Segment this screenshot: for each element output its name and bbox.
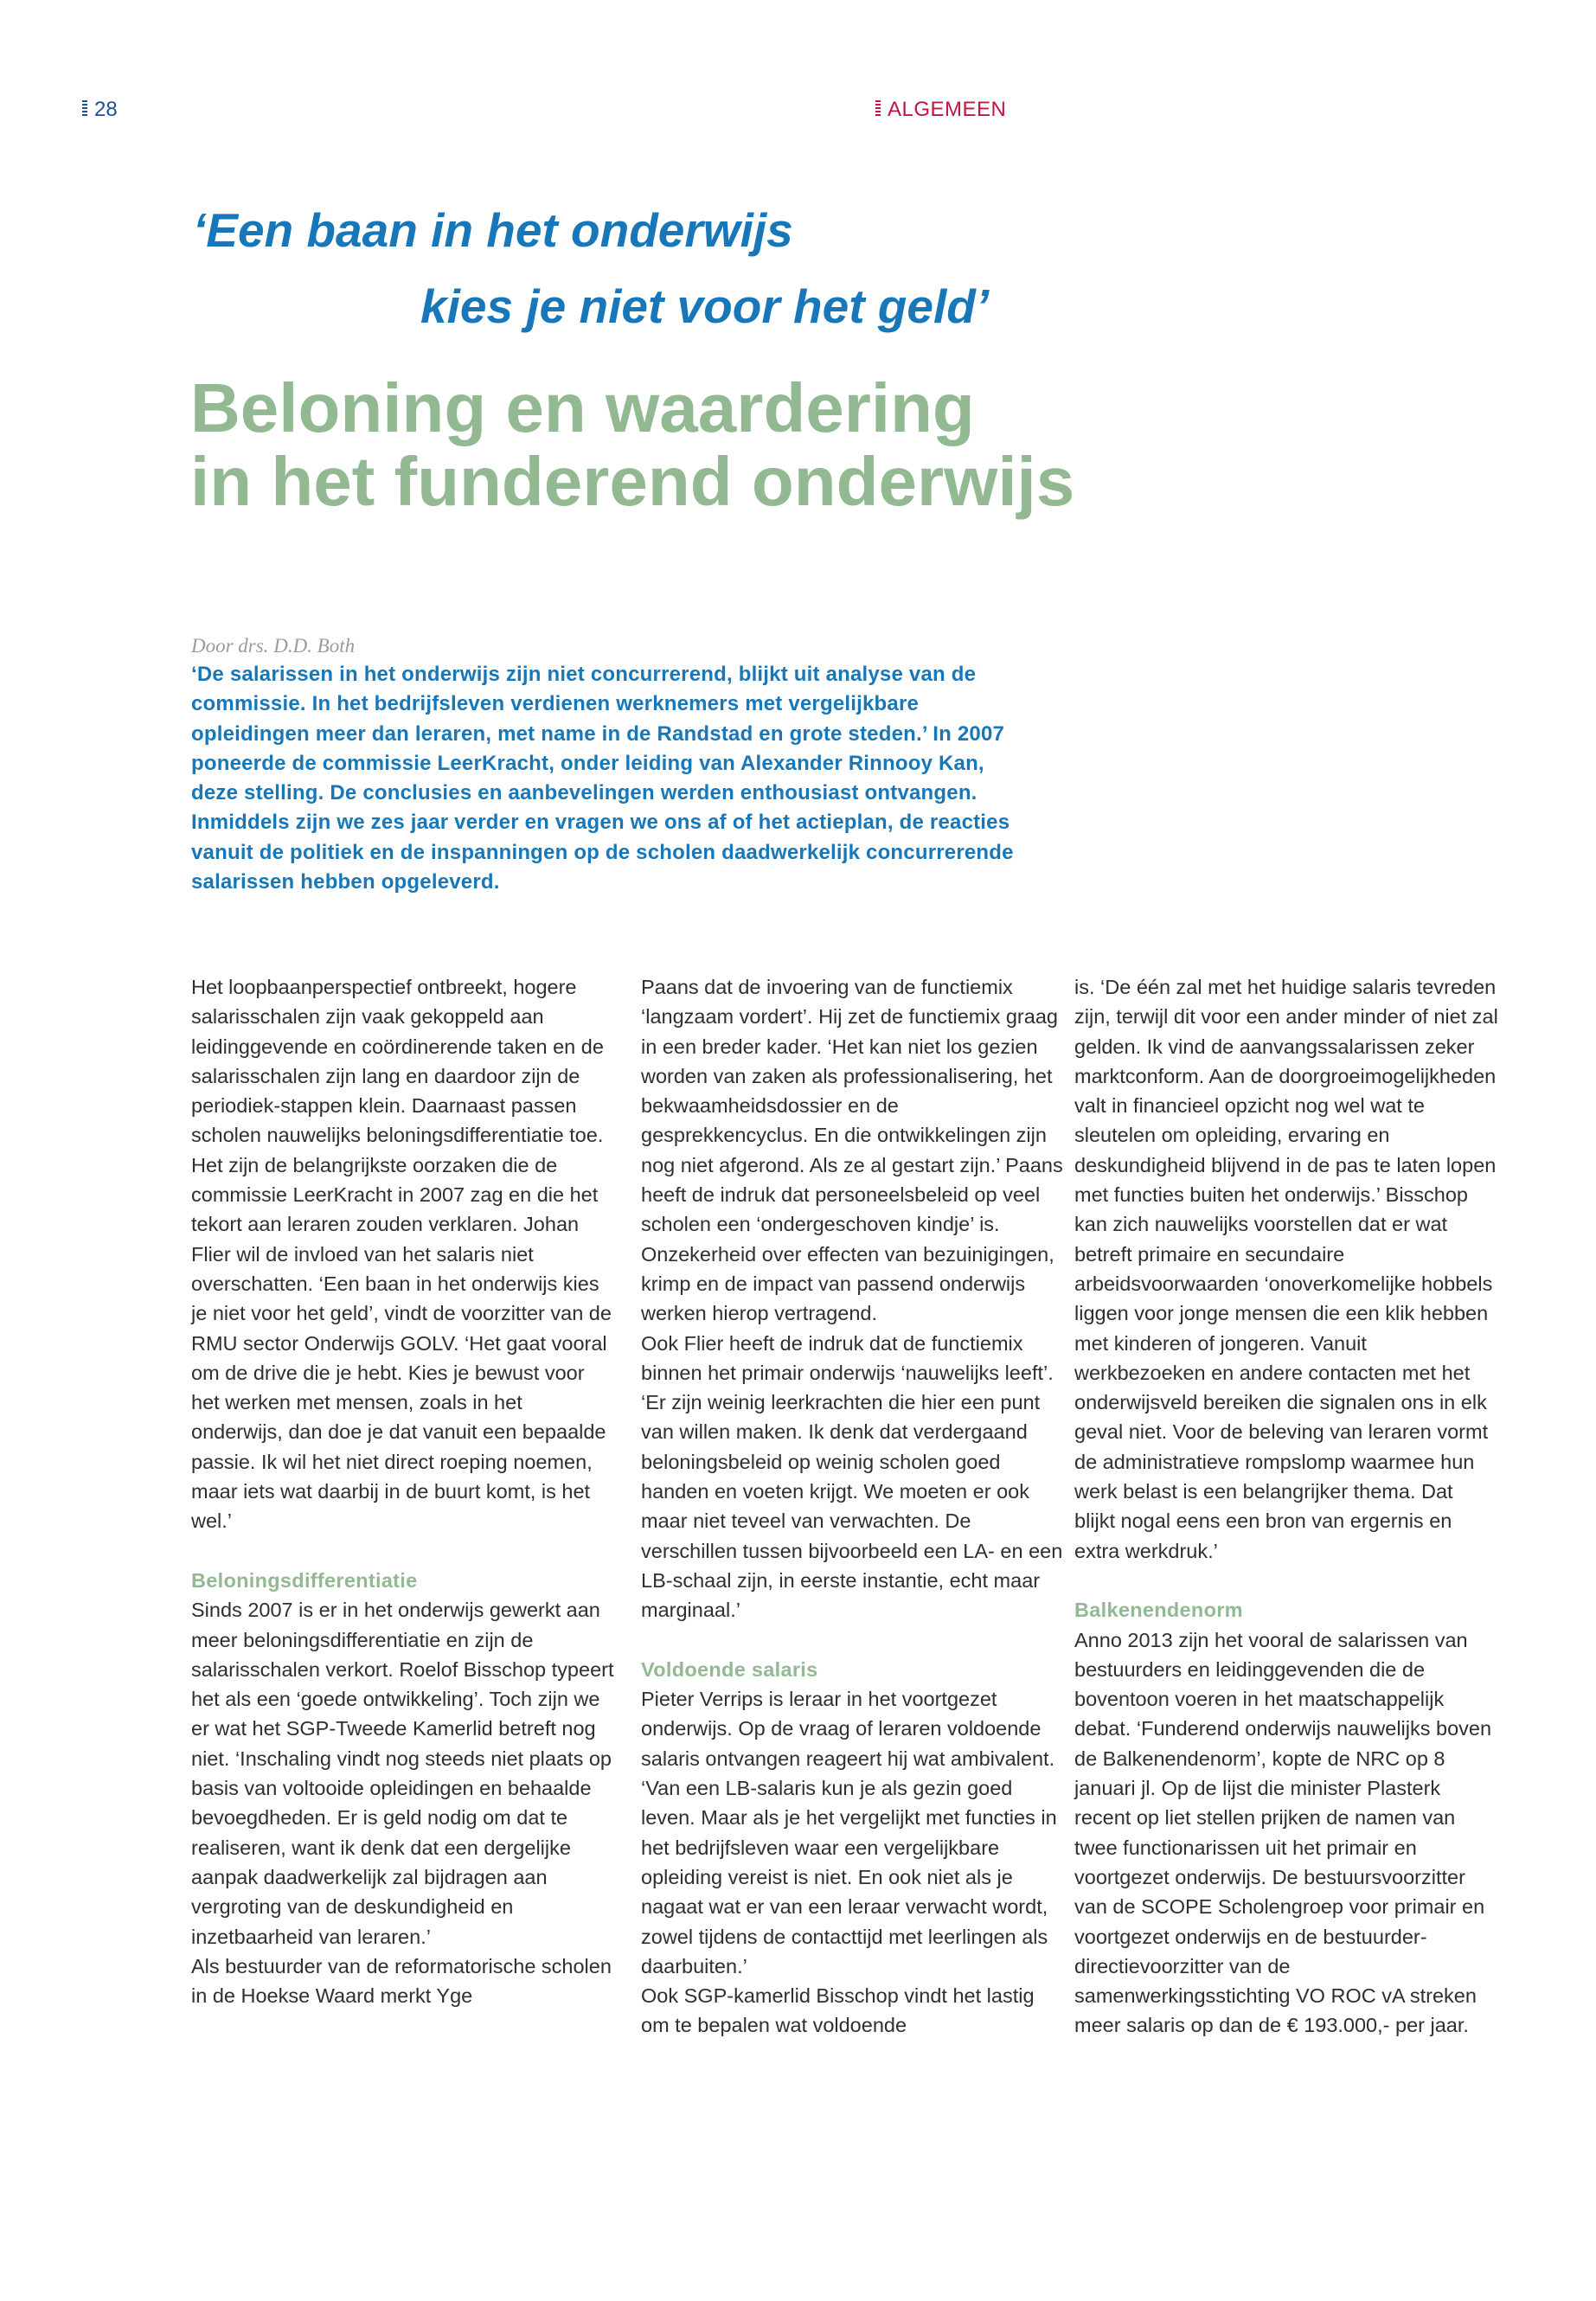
bars-icon <box>875 100 881 118</box>
section-label-text: ALGEMEEN <box>888 98 1007 121</box>
paragraph: Paans dat de invoering van de functiemix ‘langzaam vordert’. Hij zet de functiemix graag in een breder kader. ‘Het kan niet los gezien worden van zaken als professionalisering, het bekwaamheidsdossier en de gesprekkencyclus. En die ontwikkelingen zijn nog niet afgerond. Als ze al gestart zijn.’ Paans heeft de indruk dat personeelsbeleid op veel scholen een ‘ondergeschoven kindje’ is. Onzekerheid over effecten van bezuinigingen, krimp en de impact van passend onderwijs werken hierop vertragend. <box>641 976 1063 1325</box>
paragraph: Ook Flier heeft de indruk dat de functiemix binnen het primair onderwijs ‘nauwelijks leeft’. ‘Er zijn weinig leerkrachten die hier een punt van willen maken. Ik denk dat verdergaand beloningsbeleid op weinig scholen goed handen en voeten krijgt. We moeten er ook maar niet teveel van verwachten. De verschillen tussen bijvoorbeeld een LA- en een LB-schaal zijn, in eerste instantie, echt maar marginaal.’ <box>641 1331 1063 1622</box>
text-column-1 <box>191 972 615 2010</box>
paragraph: Anno 2013 zijn het vooral de salarissen van bestuurders en leidinggevenden die de boventoon voeren in het maatschappelijk debat. ‘Funderend onderwijs nauwelijks boven de Balkenendenorm’, kopte de NRC op 8 januari jl. Op de lijst die minister Plasterk recent op liet stellen prijken de namen van twee functionarissen uit het primair en voortgezet onderwijs. De bestuursvoorzitter van de SCOPE Scholengroep voor primair en voortgezet onderwijs en de bestuurder-directievoorzitter van de samenwerkingsstichting VO ROC vA streken meer salaris op dan de € 193.000,- per jaar. <box>1074 1628 1492 2037</box>
subheading-voldoende-salaris: Voldoende salaris <box>641 1657 818 1681</box>
text-column-3 <box>1074 972 1498 2041</box>
paragraph: Pieter Verrips is leraar in het voortgezet onderwijs. Op de vraag of leraren voldoende salaris ontvangen reageert hij wat ambivalent. ‘Van een LB-salaris kun je als gezin goed leven. Maar als je het vergelijkt met functies in het bedrijfsleven waar een vergelijkbare opleiding vereist is niet. En ook niet als je nagaat wat er van een leraar verwacht wordt, zowel tijdens de contacttijd met leerlingen als daarbuiten.’ <box>641 1688 1057 1977</box>
section-label <box>875 98 1006 122</box>
paragraph: Ook SGP-kamerlid Bisschop vindt het lastig om te bepalen wat voldoende <box>641 1984 1035 2037</box>
text-column-2 <box>641 972 1065 2041</box>
subheading-balkenendenorm: Balkenendenorm <box>1074 1599 1243 1622</box>
article-title-line-1: Beloning en waardering <box>190 369 975 446</box>
paragraph: Sinds 2007 is er in het onderwijs gewerkt aan meer beloningsdifferentiatie en zijn de salarisschalen verkort. Roelof Bisschop typeert het als een ‘goede ontwikkeling’. Toch zijn we er wat het SGP-Tweede Kamerlid betreft nog niet. ‘Inschaling vindt nog steeds niet plaats op basis van voltooide opleidingen en behaalde bevoegdheden. Er is geld nodig om dat te realiseren, want ik denk dat een dergelijke aanpak daadwerkelijk zal bijdragen aan vergroting van de deskundigheid en inzetbaarheid van leraren.’ <box>191 1599 614 1948</box>
bars-icon <box>82 100 87 118</box>
article-title-line-2: in het funderend onderwijs <box>190 443 1075 520</box>
pull-quote-line-2: kies je niet voor het geld’ <box>420 279 990 333</box>
subheading-beloningsdifferentiatie: Beloningsdifferentiatie <box>191 1568 418 1592</box>
paragraph: Het loopbaanperspectief ontbreekt, hogere salarisschalen zijn vaak gekoppeld aan leidinggevende en coördinerende taken en de salarisschalen zijn lang en daardoor zijn de periodiek-stappen klein. Daarnaast passen scholen nauwelijks beloningsdifferentiatie toe. Het zijn de belangrijkste oorzaken die de commissie LeerKracht in 2007 zag en die het tekort aan leraren zouden verklaren. Johan Flier wil de invloed van het salaris niet overschatten. ‘Een baan in het onderwijs kies je niet voor het geld’, vindt de voorzitter van de RMU sector Onderwijs GOLV. ‘Het gaat vooral om de drive die je hebt. Kies je bewust voor het werken met mensen, zoals in het onderwijs, dan doe je dat vanuit een bepaalde passie. Ik wil het niet direct roeping noemen, maar iets wat daarbij in de buurt komt, is het wel.’ <box>191 976 612 1533</box>
page-number <box>82 98 118 122</box>
pull-quote-line-1: ‘Een baan in het onderwijs <box>193 203 793 257</box>
byline: Door drs. D.D. Both <box>191 635 356 657</box>
paragraph: Als bestuurder van de reformatorische scholen in de Hoekse Waard merkt Yge <box>191 1954 612 2008</box>
intro-paragraph: ‘De salarissen in het onderwijs zijn niet concurrerend, blijkt uit analyse van de commissie. In het bedrijfsleven verdienen werknemers met vergelijkbare opleidingen meer dan leraren, met name in de Randstad en grote steden.’ In 2007 poneerde de commissie LeerKracht, onder leiding van Alexander Rinnooy Kan, deze stelling. De conclusies en aanbevelingen werden enthousiast ontvangen. Inmiddels zijn we zes jaar verder en vragen we ons af of het actieplan, de reacties vanuit de politiek en de inspanningen op de scholen daadwerkelijk concurrerende salarissen hebben opgeleverd. <box>191 663 1014 894</box>
paragraph: is. ‘De één zal met het huidige salaris tevreden zijn, terwijl dit voor een ander minder of niet zal gelden. Ik vind de aanvangssalarissen zeker marktconform. Aan de doorgroeimogelijkheden valt in financieel opzicht nog wel wat te sleutelen om opleiding, ervaring en deskundigheid blijvend in de pas te laten lopen met functies buiten het onderwijs.’ Bisschop kan zich nauwelijks voorstellen dat er wat betreft primaire en secundaire arbeidsvoorwaarden ‘onoverkomelijke hobbels liggen voor jonge mensen die een klik hebben met kinderen of jongeren. Vanuit werkbezoeken en andere contacten met het onderwijsveld bereiken die signalen ons in elk geval niet. Voor de beleving van leraren vormt de administratieve rompslomp waarmee hun werk belast is een belangrijker thema. Dat blijkt nogal eens een bron van ergernis en extra werkdruk.’ <box>1074 976 1498 1562</box>
page-number-text: 28 <box>94 98 118 121</box>
